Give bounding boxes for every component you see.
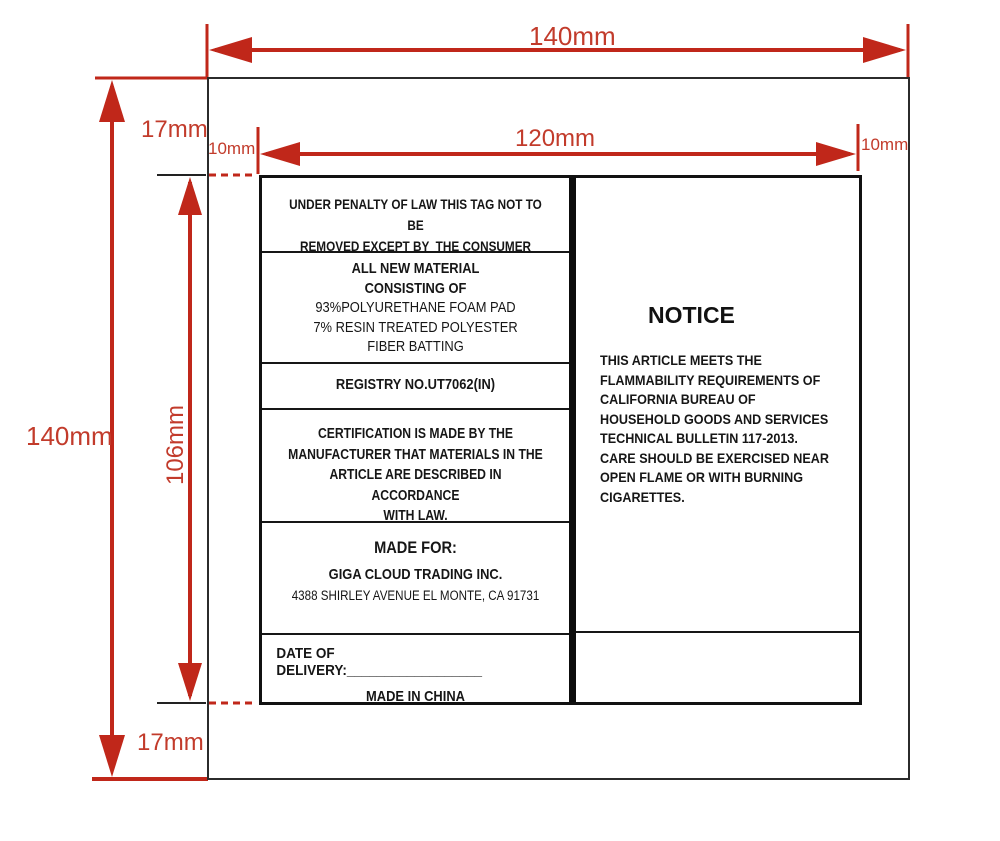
top-width-dimension-label: 140mm [529,21,616,51]
left-height-up-arrowhead-icon [99,80,125,122]
certification-line-2: MANUFACTURER THAT MATERIALS IN THE [288,446,543,463]
inner-height-up-arrowhead-icon [178,177,202,215]
penalty-section [262,178,569,253]
notice-paragraph [576,351,859,507]
made-for-company: GIGA CLOUD TRADING INC. [328,566,503,583]
inner-width-dimension-label: 120mm [515,125,596,152]
column-divider [569,178,576,702]
made-for-title: MADE FOR: [374,538,457,557]
inner-height-dimension-label: 106mm [162,404,189,486]
made-for-address: 4388 SHIRLEY AVENUE EL MONTE, CA 91731 [291,588,540,603]
notice-line-8: CIGARETTES. [600,488,685,505]
notice-line-4: HOUSEHOLD GOODS AND SERVICES [600,410,829,427]
top-width-left-arrowhead-icon [209,37,252,63]
label-left-column [262,178,569,702]
material-line-4: 7% RESIN TREATED POLYESTER [313,318,518,336]
notice-line-5: TECHNICAL BULLETIN 117-2013. [600,430,798,446]
certification-section [262,410,569,523]
certification-line-4: WITH LAW. [383,508,448,523]
notice-line-1: THIS ARTICLE MEETS THE [600,352,762,368]
notice-empty-section [576,633,859,702]
right-margin-dimension-label: 10mm [861,135,909,154]
notice-line-7: OPEN FLAME OR WITH BURNING [600,469,803,485]
material-line-2: CONSISTING OF [364,279,467,297]
left-height-down-arrowhead-icon [99,735,125,777]
top-width-right-arrowhead-icon [863,37,906,63]
delivery-section [262,635,569,702]
left-margin-dimension-label: 10mm [208,139,256,158]
material-line-1: ALL NEW MATERIAL [351,260,480,277]
certification-line-3: ARTICLE ARE DESCRIBED IN ACCORDANCE [329,467,502,504]
registry-number: REGISTRY NO.UT7062(IN) [335,376,496,393]
made-for-section [262,523,569,635]
label-right-column [576,178,859,702]
notice-title: NOTICE [648,302,735,328]
penalty-line-1: UNDER PENALTY OF LAW THIS TAG NOT TO BE [289,196,542,233]
date-of-delivery-line: DATE OF DELIVERY:__________________ [276,645,483,679]
left-height-dimension-label: 140mm [26,421,113,451]
made-in-china-line: MADE IN CHINA [366,688,465,702]
bottom-margin-dimension-label: 17mm [137,729,204,756]
registry-section [262,364,569,410]
certification-line-1: CERTIFICATION IS MADE BY THE [317,426,514,442]
material-section [262,253,569,364]
law-label [259,175,862,705]
inner-height-down-arrowhead-icon [178,663,202,701]
notice-line-3: CALIFORNIA BUREAU OF [600,391,756,407]
notice-line-2: FLAMMABILITY REQUIREMENTS OF [600,371,821,388]
material-line-5: FIBER BATTING [367,338,464,355]
penalty-line-2: REMOVED EXCEPT BY THE CONSUMER [299,238,532,253]
top-margin-dimension-label: 17mm [141,116,208,143]
notice-section [576,178,859,633]
notice-line-6: CARE SHOULD BE EXERCISED NEAR [600,449,829,466]
material-line-3: 93%POLYURETHANE FOAM PAD [315,299,516,316]
law-label-inner [262,178,859,702]
